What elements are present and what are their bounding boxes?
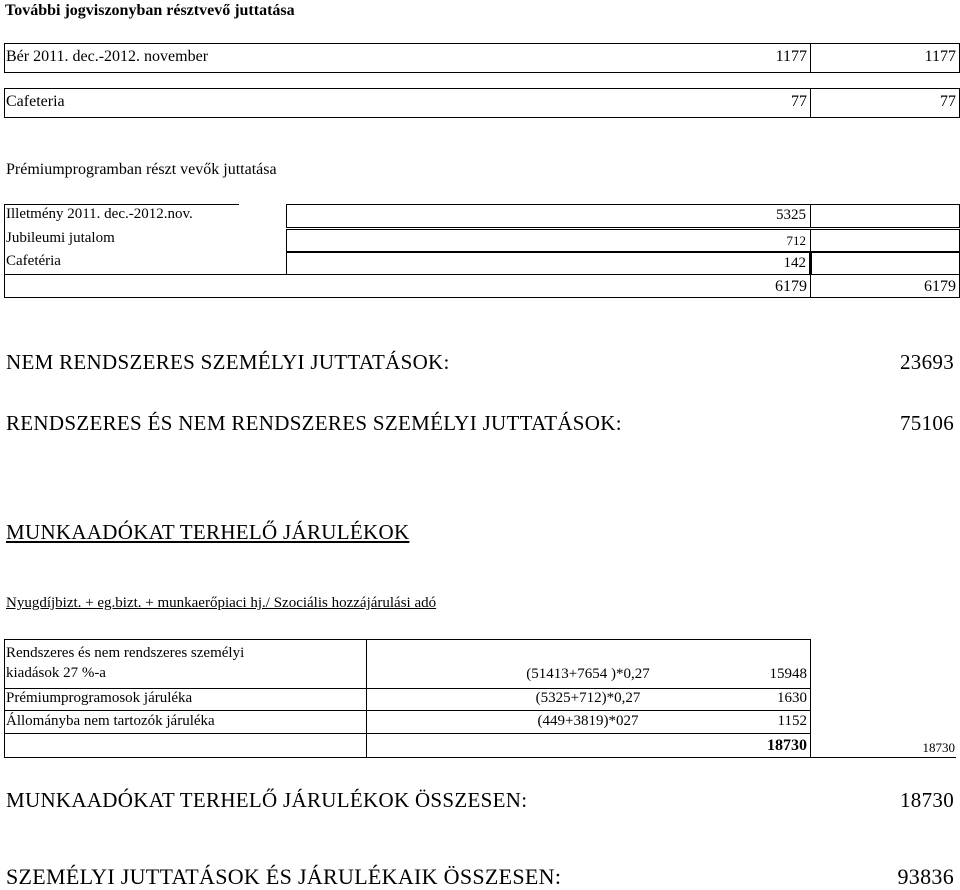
column-divider — [810, 230, 811, 251]
non-regular-benefits-label: NEM RENDSZERES SZEMÉLYI JUTTATÁSOK: — [6, 350, 450, 374]
row-label-jubilee: Jubileumi jutalom — [6, 230, 115, 246]
column-divider — [810, 275, 811, 297]
contributions-title: MUNKAADÓKAT TERHELŐ JÁRULÉKOK — [6, 520, 410, 544]
grand-total-label: SZEMÉLYI JUTTATÁSOK ÉS JÁRULÉKAIK ÖSSZESEN: — [6, 864, 562, 889]
column-divider — [809, 253, 812, 274]
contrib-value-regular: 15948 — [769, 666, 807, 682]
row-value-jubilee: 712 — [786, 233, 806, 248]
contrib-formula-non-staff: (449+3819)*027 — [537, 713, 639, 729]
contrib-formula-premium: (5325+712)*0,27 — [535, 690, 641, 706]
row-value-salary: 1177 — [775, 48, 807, 65]
row-value-cafeteria: 77 — [791, 93, 807, 110]
contrib-label-premium: Prémiumprogramosok járuléka — [6, 690, 193, 706]
table-row — [4, 274, 960, 298]
contrib-label-regular-line2: kiadások 27 %-a — [6, 665, 106, 681]
contrib-label-regular-line1: Rendszeres és nem rendszeres személyi — [6, 645, 245, 661]
non-regular-benefits-value: 23693 — [900, 350, 954, 374]
grid-line — [4, 710, 810, 711]
grid-line — [4, 757, 956, 758]
grid-line — [4, 639, 5, 757]
section-title-further-legal-relationship: További jogviszonyban résztvevő juttatása — [5, 2, 295, 19]
section-title-premium-program: Prémiumprogramban részt vevők juttatása — [6, 161, 277, 178]
contrib-sum-right: 18730 — [922, 740, 955, 755]
table-row — [286, 229, 960, 252]
row-label-salary: Bér 2011. dec.-2012. november — [6, 48, 209, 65]
row-total-cafeteria: 77 — [940, 93, 956, 110]
subtotal-premium: 6179 — [775, 278, 807, 295]
grid-line — [4, 688, 810, 689]
contrib-sum: 18730 — [767, 737, 807, 754]
grid-line — [810, 639, 811, 757]
row-label-cafeteria-premium: Cafetéria — [6, 253, 61, 269]
row-label-cafeteria: Cafeteria — [6, 93, 65, 110]
regular-and-non-regular-value: 75106 — [900, 411, 954, 435]
column-divider — [810, 44, 811, 72]
row-value-salary-premium: 5325 — [776, 207, 806, 223]
contrib-value-non-staff: 1152 — [777, 713, 807, 729]
column-divider — [810, 89, 811, 117]
contrib-value-premium: 1630 — [777, 690, 807, 706]
grid-line — [4, 639, 810, 640]
grand-total-value: 93836 — [897, 864, 954, 889]
contributions-subtitle: Nyugdíjbizt. + eg.bizt. + munkaerőpiaci hj./ Szociális hozzájárulási adó — [6, 595, 437, 611]
column-divider — [810, 205, 811, 227]
row-label-salary-premium: Illetmény 2011. dec.-2012.nov. — [6, 206, 193, 222]
table-row — [286, 204, 960, 228]
top-border-left — [4, 204, 239, 205]
grid-line — [4, 733, 810, 734]
table-row — [286, 252, 960, 275]
contrib-label-non-staff: Állományba nem tartozók járuléka — [6, 713, 215, 729]
regular-and-non-regular-label: RENDSZERES ÉS NEM RENDSZERES SZEMÉLYI JUTTATÁSOK: — [6, 411, 622, 435]
contrib-formula-regular: (51413+7654 )*0,27 — [526, 666, 650, 682]
contributions-total-label: MUNKAADÓKAT TERHELŐ JÁRULÉKOK ÖSSZESEN: — [6, 788, 528, 812]
contributions-total-value: 18730 — [900, 788, 954, 812]
row-value-cafeteria-premium: 142 — [783, 255, 806, 271]
total-premium: 6179 — [924, 278, 956, 295]
row-total-salary: 1177 — [924, 48, 956, 65]
table-row — [4, 88, 960, 118]
